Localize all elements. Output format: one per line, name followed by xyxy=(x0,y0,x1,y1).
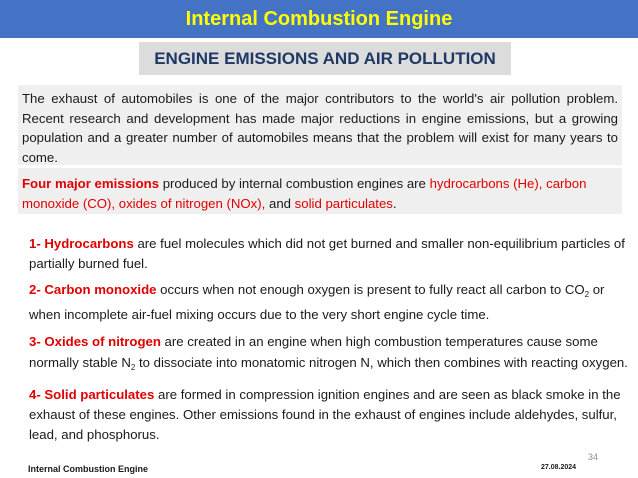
subtitle-box xyxy=(139,42,511,75)
emissions-text-2: and xyxy=(265,195,295,211)
item-heading: 1- Hydrocarbons xyxy=(29,236,134,251)
emissions-list-2: solid particulates xyxy=(294,195,393,211)
item-body-cont: or when incomplete air-fuel mixing occurs due to the very short engine cycle time. xyxy=(29,282,605,322)
intro-paragraph: The exhaust of automobiles is one of the major contributors to the world's air pollution problem. Recent research and development has made major reductions in engine emissions, but a growing population and a greater number of automobiles means that the problem will exist for many years to come. xyxy=(18,85,622,165)
item-body: occurs when not enough oxygen is present to fully react all carbon to CO xyxy=(156,282,585,298)
item-hydrocarbons xyxy=(29,234,629,273)
footer-label: Internal Combustion Engine xyxy=(28,464,149,474)
slide-title: Internal Combustion Engine xyxy=(185,7,453,30)
item-solid-particulates xyxy=(29,385,629,444)
slide-subtitle: ENGINE EMISSIONS AND AIR POLLUTION xyxy=(154,48,496,68)
footer-date: 27.08.2024 xyxy=(541,464,577,471)
emission-items xyxy=(29,234,629,451)
subscript: 2 xyxy=(584,290,590,300)
emissions-list-1: hydrocarbons (He), carbon monoxide (CO), oxides of nitrogen (NOx), xyxy=(22,176,587,211)
title-bar xyxy=(0,0,638,38)
item-body: are formed in compression ignition engines and are seen as black smoke in the exhaust of these engines. Other emissions found in the exhaust of engines include aldehydes, sulfur, lead, and phosphorus. xyxy=(29,387,621,442)
emissions-end: . xyxy=(392,195,397,211)
item-heading: 3- Oxides of nitrogen xyxy=(29,334,161,350)
item-heading: 2- Carbon monoxide xyxy=(29,282,157,298)
item-heading: 4- Solid particulates xyxy=(29,387,155,403)
emissions-lead: Four major emissions xyxy=(22,176,160,191)
emissions-text-1: produced by internal combustion engines are xyxy=(159,176,430,191)
item-oxides-of-nitrogen xyxy=(29,331,629,378)
page-number: 34 xyxy=(588,452,599,462)
item-body: are created in an engine when high combustion temperatures cause some normally stable N xyxy=(29,334,598,371)
item-carbon-monoxide xyxy=(29,280,629,324)
subscript: 2 xyxy=(130,363,136,373)
item-body: are fuel molecules which did not get burned and smaller non-equilibrium particles of partially burned fuel. xyxy=(29,236,625,271)
item-body-cont: to dissociate into monatomic nitrogen N, which then combines with reacting oxygen. xyxy=(135,355,628,371)
emissions-summary xyxy=(18,168,622,214)
